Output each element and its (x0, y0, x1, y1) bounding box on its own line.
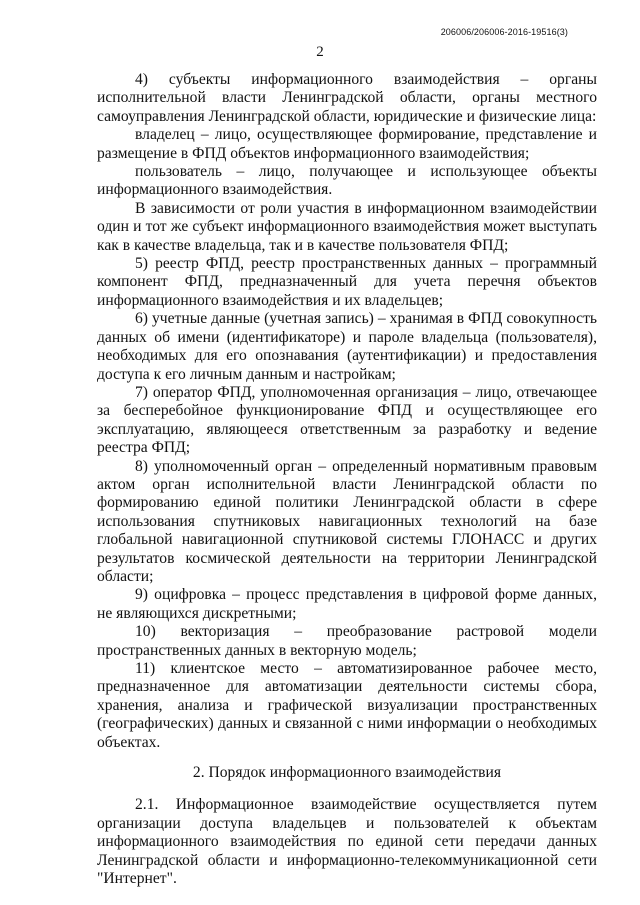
section-heading: 2. Порядок информационного взаимодействия (192, 764, 502, 782)
document-body (97, 71, 597, 888)
paragraph: 2.1. Информационное взаимодействие осуществляется путем организации доступа владельцев и пользователей к объектам информационного взаимодействия по единой сети передачи данных Ленинградской области и информационно-телекоммуникационной сети "Интернет". (97, 796, 597, 888)
paragraph: 5) реестр ФПД, реестр пространственных данных – программный компонент ФПД, предназначенный для учета перечня объектов информационного взаимодействия и их владельцев; (97, 255, 597, 309)
paragraph: В зависимости от роли участия в информационном взаимодействии один и тот же субъект информационного взаимодействия может выступать как в качестве владельца, так и в качестве пользователя ФПД; (97, 199, 597, 254)
paragraph: владелец – лицо, осуществляющее формирование, представление и размещение в ФПД объектов информационного взаимодействия; (97, 126, 597, 162)
paragraph: 9) оцифровка – процесс представления в цифровой форме данных, не являющихся дискретными; (97, 586, 597, 622)
paragraph: 4) субъекты информационного взаимодействия – органы исполнительной власти Ленинградской области, органы местного самоуправления Ленинградской области, юридические и физические лица: (97, 71, 597, 125)
document-id: 206006/206006-2016-19516(3) (440, 27, 568, 37)
paragraph: пользователь – лицо, получающее и использующее объекты информационного взаимодействия. (97, 163, 597, 199)
paragraph: 6) учетные данные (учетная запись) – хранимая в ФПД совокупность данных об имени (идентификаторе) и пароле владельца (пользователя), необходимых для его опознавания (аутентификации) и предоставления доступа к его личным данным и настройкам; (97, 310, 597, 383)
paragraph: 7) оператор ФПД, уполномоченная организация – лицо, отвечающее за бесперебойное функционирование ФПД и осуществляющее его эксплуатацию, являющееся ответственным за разработку и ведение реестра ФПД; (97, 383, 597, 457)
paragraph: 11) клиентское место – автоматизированное рабочее место, предназначенное для автоматизации деятельности системы сбора, хранения, анализа и графической визуализации пространственных (географических) данных и связанной с ними информации о необходимых объектах. (97, 660, 597, 751)
paragraph: 8) уполномоченный орган – определенный нормативным правовым актом орган исполнительной власти Ленинградской области по формированию единой политики Ленинградской области в сфере использования спутниковых навигационных технологий на базе глобальной навигационной спутниковой системы ГЛОНАСС и других результатов космической деятельности на территории Ленинградской области; (97, 457, 597, 585)
page-number: 2 (316, 44, 324, 60)
paragraph: 10) векторизация – преобразование растровой модели пространственных данных в векторную модель; (97, 623, 597, 659)
